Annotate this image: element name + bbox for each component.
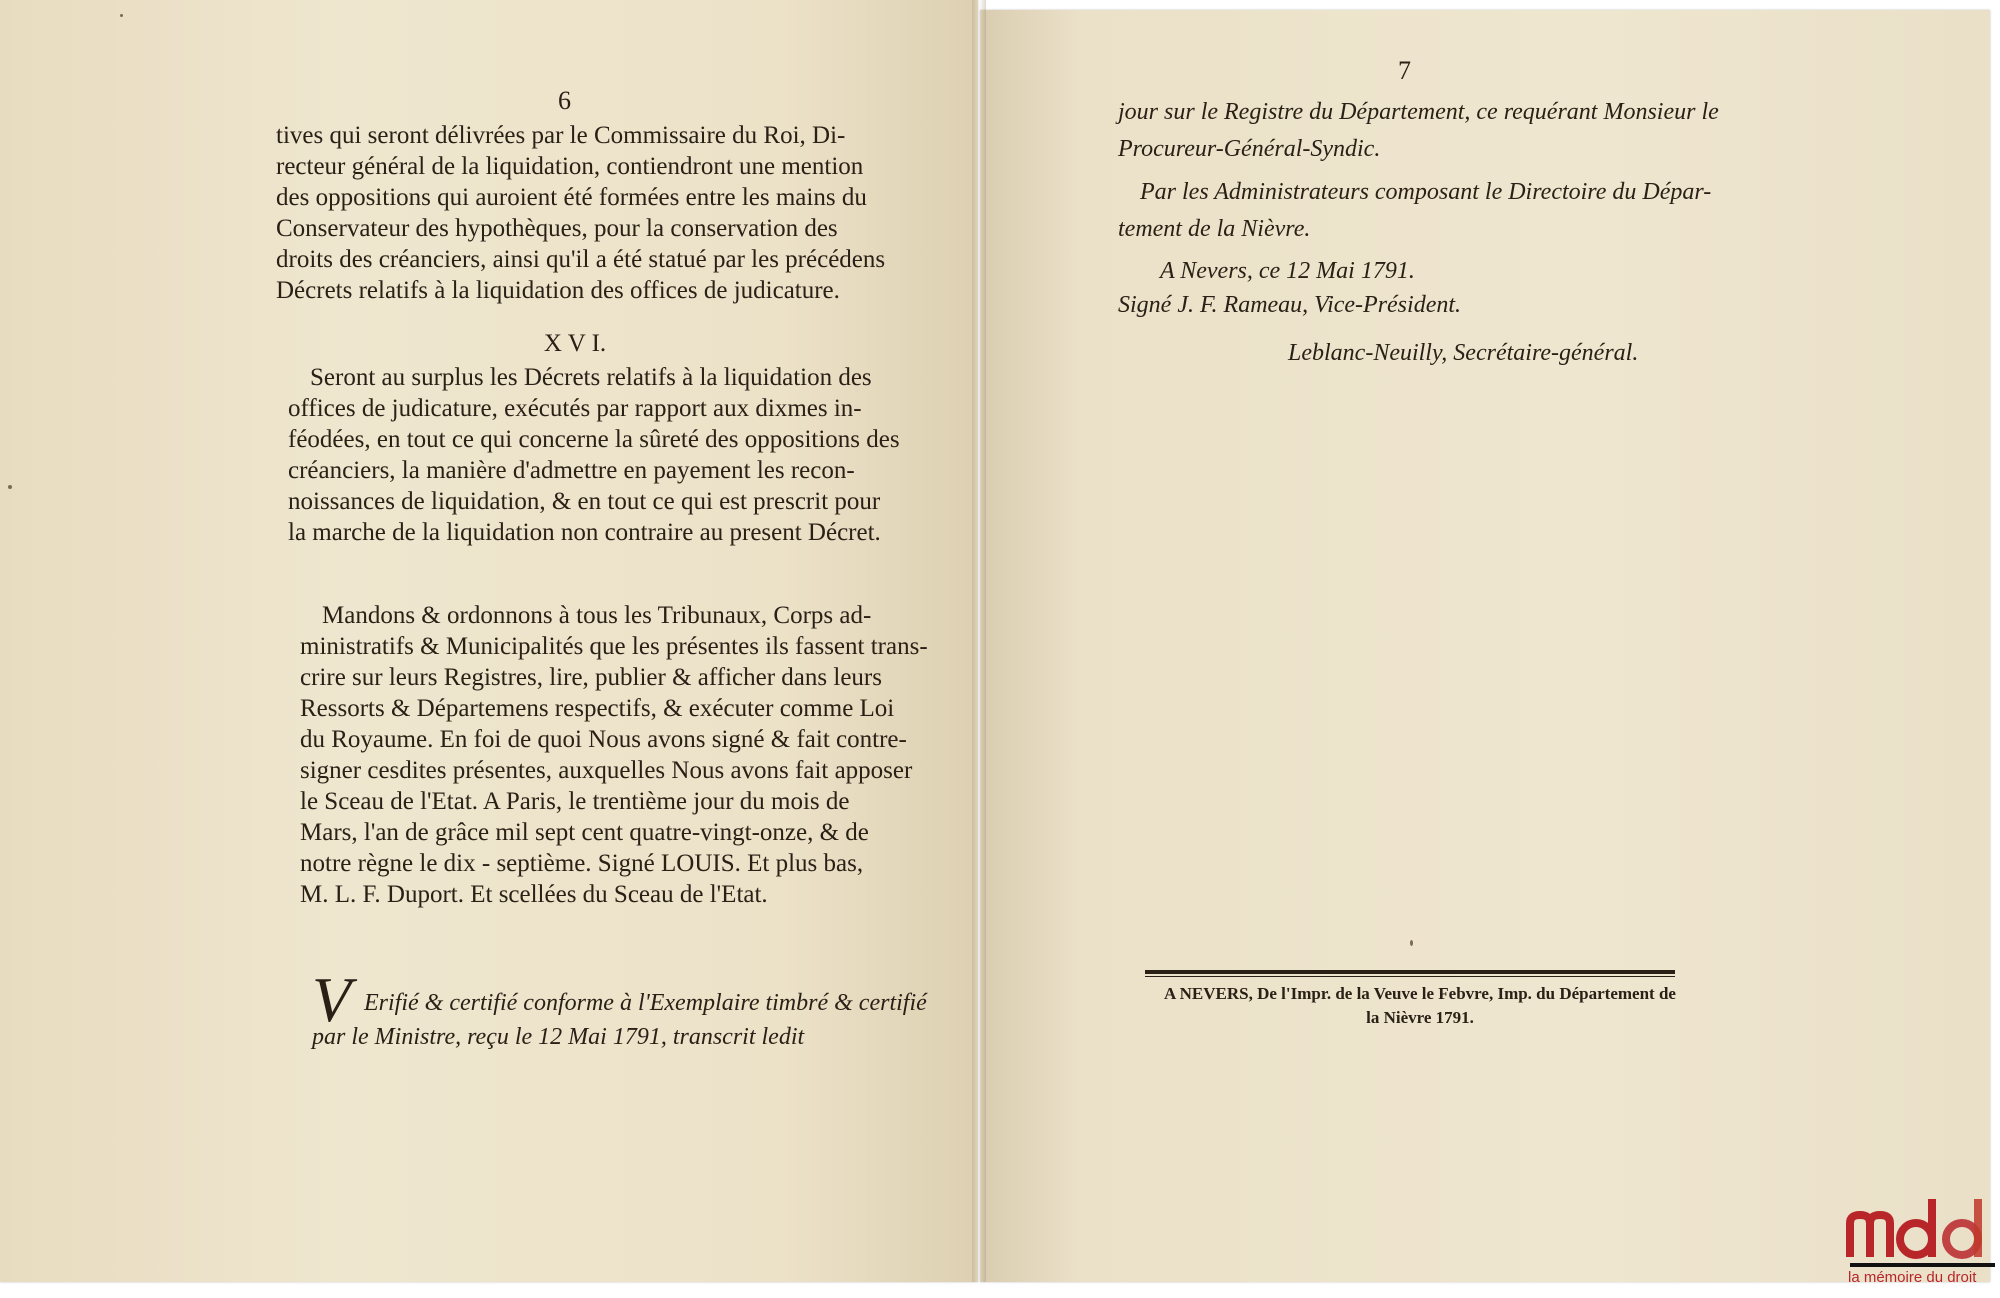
text-line: Seront au surplus les Décrets relatifs à la liquidation des (310, 364, 872, 391)
text-line: jour sur le Registre du Département, ce requérant Monsieur le (1118, 99, 1719, 125)
right-paragraph-2 (1118, 174, 1711, 248)
text-line: Par les Administrateurs composant le Directoire du Dépar- (1140, 179, 1712, 205)
verification-dropcap: V (312, 964, 352, 1035)
mdd-logo-bar (1850, 1263, 1995, 1267)
text-line: le Sceau de l'Etat. A Paris, le trentième jour du mois de (300, 788, 850, 815)
signature-line: Signé J. F. Rameau, Vice-Président. (1118, 292, 1462, 318)
text-line: droits des créanciers, ainsi qu'il a été statué par les précédens (276, 246, 886, 273)
text-line: notre règne le dix - septième. Signé LOUIS. Et plus bas, (300, 850, 864, 877)
text-line: Erifié & certifié conforme à l'Exemplaire timbré & certifié (364, 990, 927, 1016)
text-line: recteur général de la liquidation, contiendront une mention (276, 153, 864, 180)
text-line: Conservateur des hypothèques, pour la conservation des (276, 215, 838, 242)
secretary-line: Leblanc-Neuilly, Secrétaire-général. (1288, 340, 1639, 366)
right-page-number: 7 (1398, 56, 1411, 85)
text-line: féodées, en tout ce qui concerne la sûreté des oppositions des (288, 426, 900, 453)
text-line: par le Ministre, reçu le 12 Mai 1791, transcrit ledit (312, 1024, 805, 1050)
paper-speck (1410, 940, 1413, 946)
text-line: la Nièvre 1791. (1366, 1008, 1474, 1027)
text-line: signer cesdites présentes, auxquelles Nous avons fait apposer (300, 757, 913, 784)
text-line: Décrets relatifs à la liquidation des offices de judicature. (276, 277, 840, 304)
text-line: A NEVERS, De l'Impr. de la Veuve le Febvre, Imp. du Département de (1164, 984, 1676, 1003)
verification-text (312, 986, 927, 1054)
text-line: la marche de la liquidation non contraire au present Décret. (288, 519, 881, 546)
imprint (1125, 982, 1715, 1030)
mdd-logo-mark (1846, 1195, 1996, 1261)
text-line: Mandons & ordonnons à tous les Tribunaux, Corps ad- (322, 602, 872, 629)
text-line: Ressorts & Départemens respectifs, & exécuter comme Loi (300, 695, 895, 722)
imprint-rule (1145, 970, 1675, 974)
text-line: des oppositions qui auroient été formées entre les mains du (276, 184, 867, 211)
text-line: noissances de liquidation, & en tout ce qui est prescrit pour (288, 488, 881, 515)
place-date: A Nevers, ce 12 Mai 1791. (1160, 258, 1415, 284)
left-paragraph-1 (276, 120, 885, 306)
text-line: crire sur leurs Registres, lire, publier & afficher dans leurs (300, 664, 882, 691)
paper-speck (120, 14, 123, 17)
text-line: M. L. F. Duport. Et scellées du Sceau de l'Etat. (300, 881, 768, 908)
right-paragraph-1 (1118, 94, 1719, 168)
text-line: tives qui seront délivrées par le Commissaire du Roi, Di- (276, 122, 846, 149)
left-page-number: 6 (558, 86, 571, 115)
mdd-logo (1840, 1195, 2000, 1298)
page-fold (972, 0, 986, 1282)
left-paragraph-2 (288, 362, 900, 548)
imprint-rule-thin (1145, 976, 1675, 977)
text-line: du Royaume. En foi de quoi Nous avons signé & fait contre- (300, 726, 907, 753)
text-line: Mars, l'an de grâce mil sept cent quatre-vingt-onze, & de (300, 819, 869, 846)
paper-speck (8, 485, 12, 489)
text-line: Procureur-Général-Syndic. (1118, 136, 1381, 162)
article-heading: X V I. (543, 330, 607, 357)
text-line: ministratifs & Municipalités que les présentes ils fassent trans- (300, 633, 928, 660)
text-line: créanciers, la manière d'admettre en payement les recon- (288, 457, 855, 484)
text-line: tement de la Nièvre. (1118, 216, 1311, 242)
text-line: offices de judicature, exécutés par rapport aux dixmes in- (288, 395, 862, 422)
mdd-tagline: la mémoire du droit (1848, 1269, 1977, 1286)
left-paragraph-3 (300, 600, 928, 910)
